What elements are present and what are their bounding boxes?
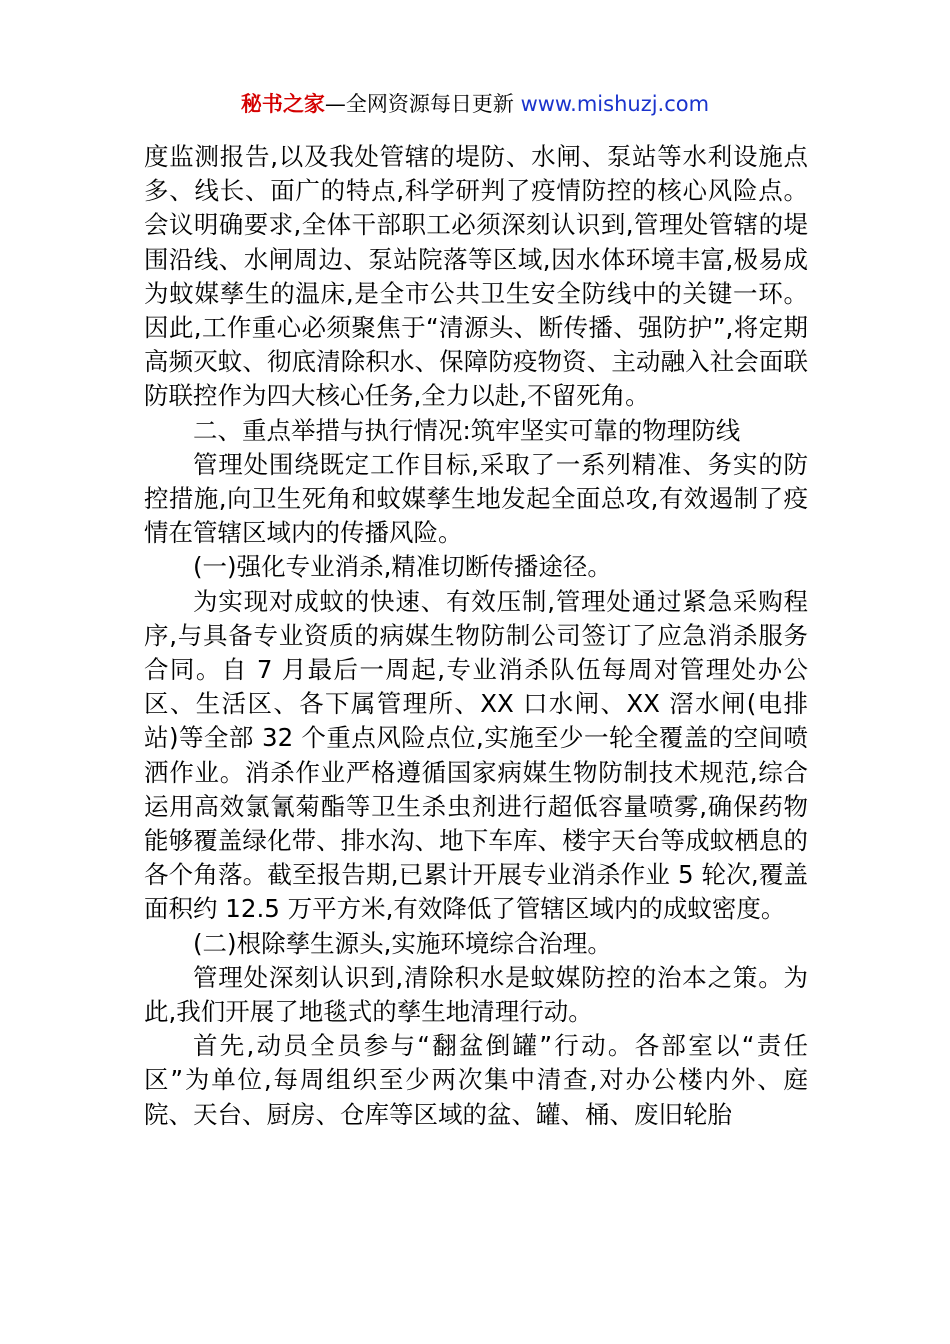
site-url-link[interactable]: www.mishuzj.com [520, 92, 710, 116]
document-body [144, 140, 808, 1132]
paragraph-continued: 度监测报告,以及我处管辖的堤防、水闸、泵站等水利设施点多、线长、面广的特点,科学研判了疫情防控的核心风险点。会议明确要求,全体干部职工必须深刻认识到,管理处管辖的堤围沿线、水闸周边、泵站院落等区域,因水体环境丰富,极易成为蚊媒孳生的温床,是全市公共卫生安全防线中的关键一环。因此,工作重心必须聚焦于“清源头、断传播、强防护”,将定期高频灭蚊、彻底清除积水、保障防疫物资、主动融入社会面联防联控作为四大核心任务,全力以赴,不留死角。 [144, 142, 808, 411]
header-tagline: —全网资源每日更新 [324, 92, 521, 116]
site-header [0, 88, 950, 120]
section-heading-2: 二、重点举措与执行情况:筑牢坚实可靠的物理防线 [193, 415, 741, 445]
subsection-heading-2: (二)根除孳生源头,实施环境综合治理。 [193, 928, 612, 958]
paragraph: 管理处深刻认识到,清除积水是蚊媒防控的治本之策。为此,我们开展了地毯式的孳生地清理行动。 [144, 962, 808, 1027]
brand-name: 秘书之家 [240, 92, 325, 116]
paragraph: 首先,动员全员参与“翻盆倒罐”行动。各部室以“责任区”为单位,每周组织至少两次集中清查,对办公楼内外、庭院、天台、厨房、仓库等区域的盆、罐、桶、废旧轮胎 [144, 1031, 808, 1129]
paragraph: 为实现对成蚊的快速、有效压制,管理处通过紧急采购程序,与具备专业资质的病媒生物防制公司签订了应急消杀服务合同。自 7 月最后一周起,专业消杀队伍每周对管理处办公区、生活区、各下属管理所、XX 口水闸、XX 滘水闸(电排站)等全部 32 个重点风险点位,实施至少一轮全覆盖的空间喷洒作业。消杀作业严格遵循国家病媒生物防制技术规范,综合运用高效氯氰菊酯等卫生杀虫剂进行超低容量喷雾,确保药物能够覆盖绿化带、排水沟、地下车库、楼宇天台等成蚊栖息的各个角落。截至报告期,已累计开展专业消杀作业 5 轮次,覆盖面积约 12.5 万平方米,有效降低了管辖区域内的成蚊密度。 [144, 586, 808, 924]
subsection-heading-1: (一)强化专业消杀,精准切断传播途径。 [193, 552, 612, 582]
paragraph: 管理处围绕既定工作目标,采取了一系列精准、务实的防控措施,向卫生死角和蚊媒孳生地发起全面总攻,有效遏制了疫情在管辖区域内的传播风险。 [144, 449, 808, 548]
